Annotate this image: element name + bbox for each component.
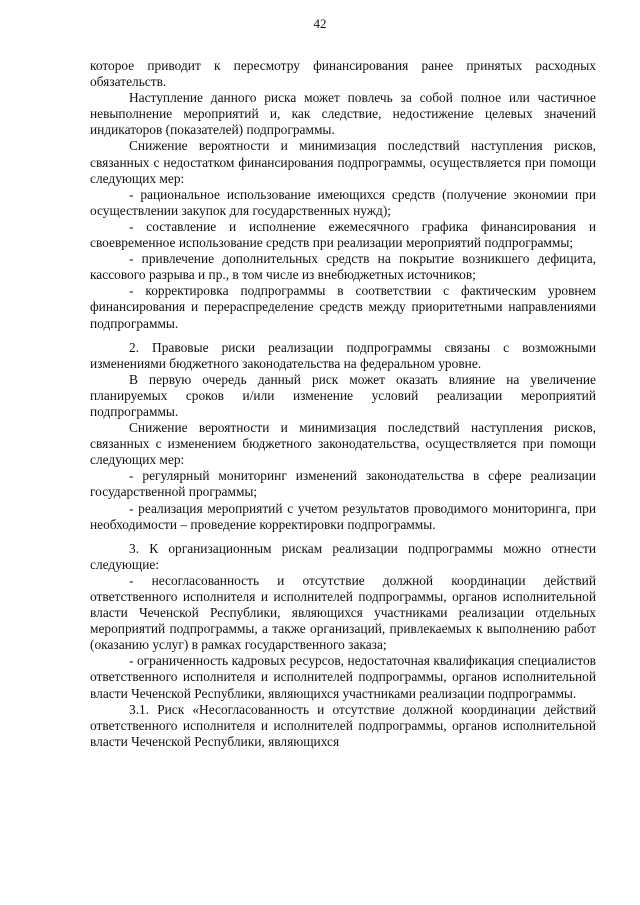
list-item-rational-use: - рациональное использование имеющихся средств (получение экономии при осуществлении закупок для государственных нужд); bbox=[90, 186, 596, 218]
list-item-personnel: - ограниченность кадровых ресурсов, недостаточная квалификация специалистов ответственного исполнителя и исполнителей подпрограммы, органов исполнительной власти Чеченской Республики, являющихся участниками реализации подпрограммы. bbox=[90, 653, 596, 701]
paragraph-legal-risk-impact: В первую очередь данный риск может оказать влияние на увеличение планируемых сроков и/или изменение условий реализации мероприятий подпрограммы. bbox=[90, 371, 596, 419]
paragraph-continuation: которое приводит к пересмотру финансирования ранее принятых расходных обязательств. bbox=[90, 58, 596, 90]
paragraph-legal-risks: 2. Правовые риски реализации подпрограммы связаны с возможными изменениями бюджетного законодательства на федеральном уровне. bbox=[90, 339, 596, 371]
paragraph-risk-3-1: 3.1. Риск «Несогласованность и отсутствие должной координации действий ответственного исполнителя и исполнителей подпрограммы, органов исполнительной власти Чеченской Республики, являющихся bbox=[90, 701, 596, 749]
list-item-monthly-schedule: - составление и исполнение ежемесячного графика финансирования и своевременное использование средств при реализации мероприятий подпрограммы; bbox=[90, 218, 596, 251]
list-item-additional-funds: - привлечение дополнительных средств на покрытие возникшего дефицита, кассового разрыва и пр., в том числе из внебюджетных источников; bbox=[90, 251, 596, 283]
list-item-coordination: - несогласованность и отсутствие должной координации действий ответственного исполнителя и исполнителей подпрограммы, органов исполнительной власти Чеченской Республики, являющихся участниками реализации отдельных мероприятий подпрограммы, а также организаций, привлекаемых к выполнению работ (оказанию услуг) в рамках государственного заказа; bbox=[90, 572, 596, 653]
paragraph-financing-measures-intro: Снижение вероятности и минимизация последствий наступления рисков, связанных с недостатком финансирования подпрограммы, осуществляется при помощи следующих мер: bbox=[90, 138, 596, 186]
list-item-implementation: - реализация мероприятий с учетом результатов проводимого мониторинга, при необходимости – проведение корректировки подпрограммы. bbox=[90, 500, 596, 532]
list-item-adjustment: - корректировка подпрограммы в соответствии с фактическим уровнем финансирования и перераспределение средств между приоритетными направлениями подпрограммы. bbox=[90, 283, 596, 331]
page-number: 42 bbox=[313, 16, 327, 31]
document-body bbox=[90, 58, 596, 750]
paragraph-organizational-risks: 3. К организационным рискам реализации подпрограммы можно отнести следующие: bbox=[90, 540, 596, 572]
list-item-monitoring: - регулярный мониторинг изменений законодательства в сфере реализации государственной программы; bbox=[90, 468, 596, 500]
paragraph-legal-measures-intro: Снижение вероятности и минимизация последствий наступления рисков, связанных с изменением бюджетного законодательства, осуществляется при помощи следующих мер: bbox=[90, 420, 596, 468]
paragraph-risk-consequence: Наступление данного риска может повлечь за собой полное или частичное невыполнение мероприятий и, как следствие, недостижение целевых значений индикаторов (показателей) подпрограммы. bbox=[90, 90, 596, 138]
